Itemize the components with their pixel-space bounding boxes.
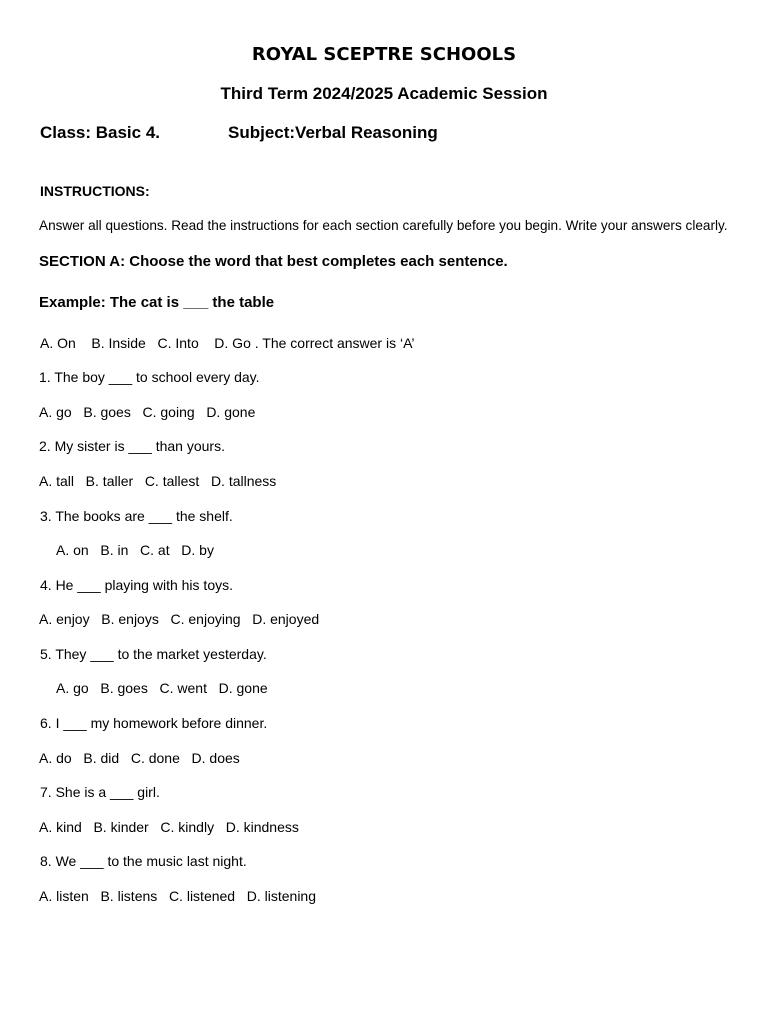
question-8-options: A. listen B. listens C. listened D. listening xyxy=(39,888,317,904)
question-8: 8. We ___ to the music last night. xyxy=(40,853,247,869)
question-2-options: A. tall B. taller C. tallest D. tallness xyxy=(39,473,277,489)
question-4-options: A. enjoy B. enjoys C. enjoying D. enjoyed xyxy=(39,611,320,627)
question-5-options: A. go B. goes C. went D. gone xyxy=(56,680,268,696)
question-3: 3. The books are ___ the shelf. xyxy=(40,508,233,524)
question-5: 5. They ___ to the market yesterday. xyxy=(40,646,267,662)
class-label: Class: Basic 4. xyxy=(40,123,161,142)
section-a-heading: SECTION A: Choose the word that best completes each sentence. xyxy=(39,253,508,270)
question-1: 1. The boy ___ to school every day. xyxy=(39,369,260,385)
question-7-options: A. kind B. kinder C. kindly D. kindness xyxy=(39,819,299,835)
question-6: 6. I ___ my homework before dinner. xyxy=(40,715,268,731)
example-options: A. On B. Inside C. Into D. Go . The correct answer is ‘A’ xyxy=(40,335,415,351)
question-4: 4. He ___ playing with his toys. xyxy=(40,577,233,593)
instructions-text: Answer all questions. Read the instructions for each section carefully before you begin. Write your answers clearly. xyxy=(39,218,728,233)
question-6-options: A. do B. did C. done D. does xyxy=(39,750,240,766)
question-3-options: A. on B. in C. at D. by xyxy=(56,542,214,558)
question-2: 2. My sister is ___ than yours. xyxy=(39,438,225,454)
example-heading: Example: The cat is ___ the table xyxy=(39,294,275,311)
session-title: Third Term 2024/2025 Academic Session xyxy=(220,84,548,103)
subject-label: Subject:Verbal Reasoning xyxy=(228,123,438,142)
question-7: 7. She is a ___ girl. xyxy=(40,784,160,800)
question-1-options: A. go B. goes C. going D. gone xyxy=(39,404,256,420)
school-name: ROYAL SCEPTRE SCHOOLS xyxy=(251,44,517,65)
instructions-heading: INSTRUCTIONS: xyxy=(40,183,150,199)
